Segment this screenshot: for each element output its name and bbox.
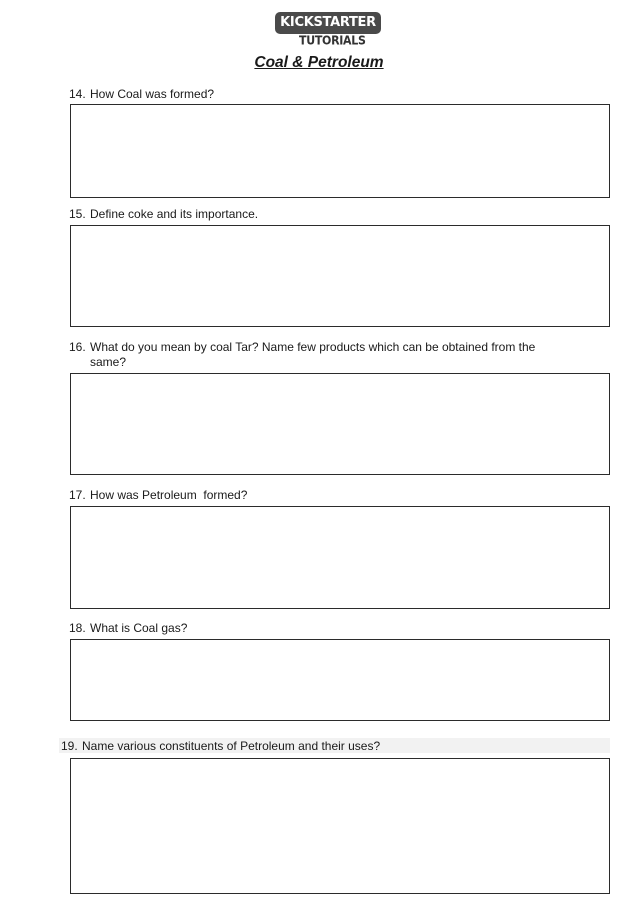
question-text: How was Petroleum formed?: [90, 488, 248, 502]
question-19: [61, 739, 380, 754]
answer-box-14[interactable]: [70, 104, 610, 198]
logo-line2: TUTORIALS: [299, 33, 366, 48]
question-number: 16.: [69, 340, 86, 354]
question-text-continued: same?: [90, 355, 127, 369]
question-text: Name various constituents of Petroleum and their uses?: [82, 739, 381, 753]
question-number: 17.: [69, 488, 86, 502]
question-16: [69, 340, 535, 370]
question-number: 19.: [61, 739, 78, 753]
answer-box-15[interactable]: [70, 225, 610, 327]
answer-box-17[interactable]: [70, 506, 610, 609]
question-number: 15.: [69, 207, 86, 221]
question-18: [69, 621, 187, 636]
question-number: 14.: [69, 87, 86, 101]
answer-box-16[interactable]: [70, 373, 610, 475]
answer-box-18[interactable]: [70, 639, 610, 721]
question-text: How Coal was formed?: [90, 87, 215, 101]
question-number: 18.: [69, 621, 86, 635]
question-text: What do you mean by coal Tar? Name few products which can be obtained from the: [90, 340, 536, 354]
kickstarter-tutorials-logo: [275, 12, 381, 49]
question-text: Define coke and its importance.: [90, 207, 259, 221]
question-15: [69, 207, 258, 222]
page-title: Coal & Petroleum: [254, 54, 384, 71]
answer-box-19[interactable]: [70, 758, 610, 894]
logo-line1: KICKSTARTER: [275, 12, 381, 34]
question-17: [69, 488, 247, 503]
question-14: [69, 87, 214, 102]
question-text: What is Coal gas?: [90, 621, 188, 635]
